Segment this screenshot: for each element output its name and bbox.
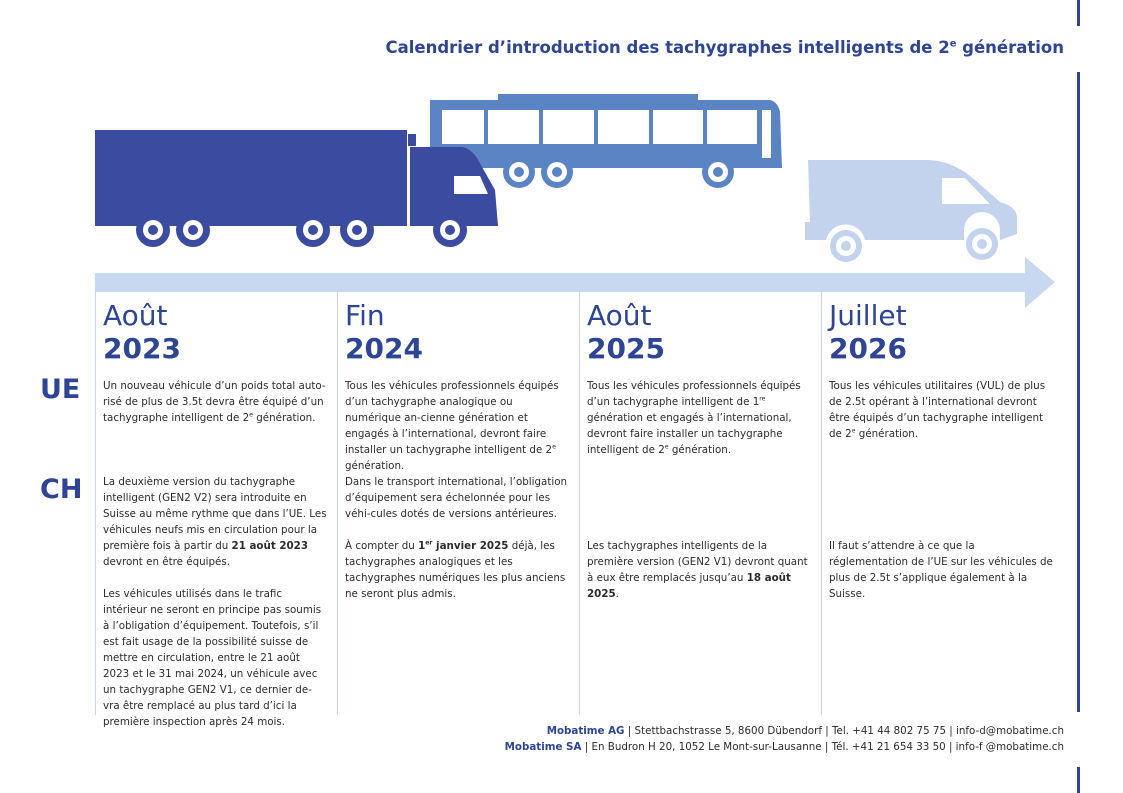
ch-paragraph: La deuxième version du tachygraphe intelligent (GEN2 V2) sera introduite en Suisse au même rythme que dans l’UE. Les véhicules neufs mis en circulation pour la première fois à partir du 21 août 2023 devront en être équipés. xyxy=(103,476,327,568)
ch-text-2025: Les tachygraphes intelligents de la première version (GEN2 V1) devront quant à eux être remplacés jusqu’au 18 août 2025. xyxy=(587,540,808,600)
column-header-2024 xyxy=(345,300,565,366)
footer-line-sa xyxy=(505,741,1064,753)
vehicles-illustration xyxy=(0,0,1123,320)
edge-bar-bottom xyxy=(1077,767,1080,793)
truck-icon xyxy=(95,130,498,247)
column-month: Juillet xyxy=(829,299,907,332)
ue-text-2024: Tous les véhicules professionnels équipés d’un tachygraphe analogique ou numérique an-cienne génération et engagés à l’international, devront faire installer un tachygraphe intelligent de 2e génération. xyxy=(345,380,559,472)
ch-paragraph: Dans le transport international, l’obligation d’équipement sera échelonnée pour les véhi-cules dotés de versions antérieures. xyxy=(345,476,568,520)
column-header-2023 xyxy=(103,300,323,366)
row-label-ch: CH xyxy=(40,474,83,505)
column-year: 2023 xyxy=(103,332,181,365)
footer-company: Mobatime SA xyxy=(504,741,582,753)
column-month: Août xyxy=(103,299,168,332)
column-month: Fin xyxy=(345,299,385,332)
ch-text-2023 xyxy=(103,474,327,730)
column-header-2026 xyxy=(829,300,1049,366)
ue-text-2025: Tous les véhicules professionnels équipés d’un tachygraphe intelligent de 1re génération et engagés à l’international, devront faire installer un tachygraphe intelligent de 2e génération. xyxy=(587,380,801,456)
ue-text-2023: Un nouveau véhicule d’un poids total auto-risé de plus de 3.5t devra être équipé d’un tachygraphe intelligent de 2e génération. xyxy=(103,380,326,424)
column-divider xyxy=(95,292,96,715)
footer-address: | En Budron H 20, 1052 Le Mont-sur-Lausanne | Tél. +41 21 654 33 50 | info-f @mobatime.ch xyxy=(581,741,1064,753)
ch-paragraph: Les véhicules utilisés dans le trafic intérieur ne seront en principe pas soumis à l’obligation d’équipement. Toutefois, s’il est fait usage de la possibilité suisse de mettre en circulation, entre le 21 août 2023 et le 31 mai 2024, un véhicule avec un tachygraphe GEN2 V1, ce dernier de-vra être remplacé au plus tard d’ici la première inspection après 24 mois. xyxy=(103,588,322,728)
column-year: 2026 xyxy=(829,332,907,365)
column-divider xyxy=(821,292,822,715)
column-header-2025 xyxy=(587,300,807,366)
row-label-ue: UE xyxy=(40,374,81,405)
page-title: Calendrier d’introduction des tachygraphes intelligents de 2e génération xyxy=(385,38,1064,57)
column-divider xyxy=(337,292,338,715)
van-icon xyxy=(805,160,1017,262)
ue-text-2026: Tous les véhicules utilitaires (VUL) de plus de 2.5t opérant à l’international devront être équipés d’un tachygraphe intelligent de 2e génération. xyxy=(829,380,1046,440)
ch-text-2024 xyxy=(345,474,569,602)
ch-paragraph: À compter du 1er janvier 2025 déjà, les tachygraphes analogiques et les tachygraphes numériques les plus anciens ne seront plus admis. xyxy=(345,539,566,600)
column-year: 2025 xyxy=(587,332,665,365)
column-year: 2024 xyxy=(345,332,423,365)
column-month: Août xyxy=(587,299,652,332)
column-divider xyxy=(579,292,580,715)
footer-address: | Stettbachstrasse 5, 8600 Dübendorf | Tel. +41 44 802 75 75 | info-d@mobatime.ch xyxy=(624,725,1064,737)
footer-line-ag xyxy=(547,725,1064,737)
ch-text-2026: Il faut s’attendre à ce que la réglementation de l’UE sur les véhicules de plus de 2.5t s’applique également à la Suisse. xyxy=(829,540,1053,600)
footer-company: Mobatime AG xyxy=(546,725,625,737)
